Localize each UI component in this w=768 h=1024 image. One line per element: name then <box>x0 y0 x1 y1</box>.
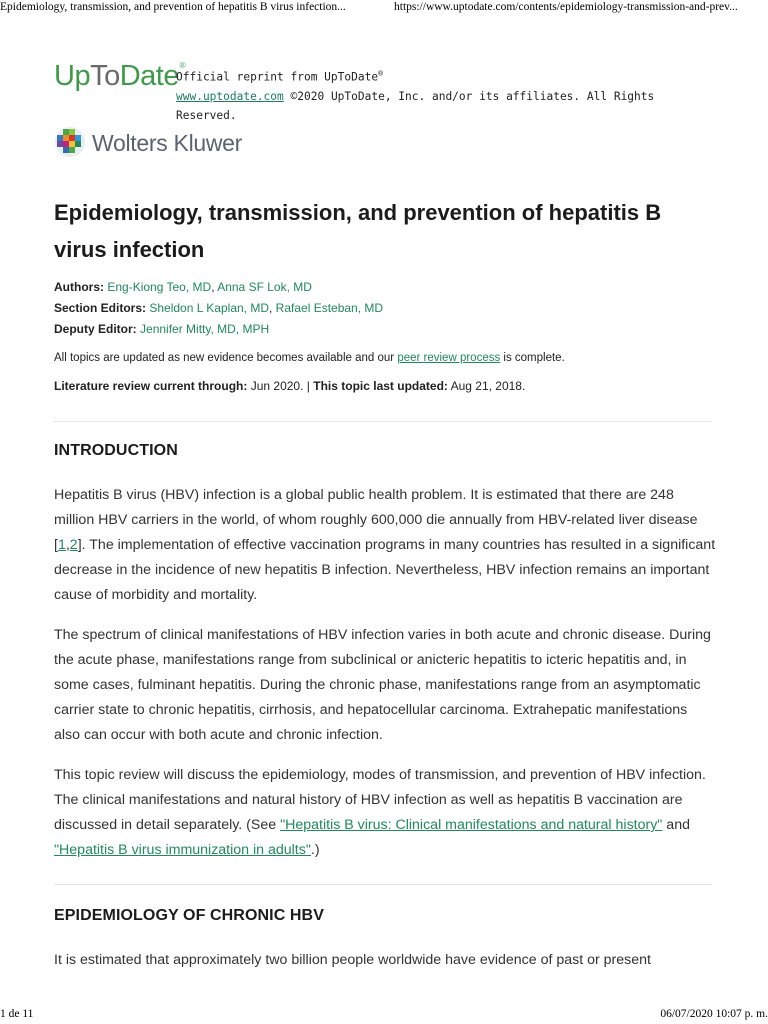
intro-paragraph-1: Hepatitis B virus (HBV) infection is a global public health problem. It is estimated that there are 248 million HBV carriers in the world, of whom roughly 600,000 die annually from HBV-related liver disease [1,2]. The implementation of effective vaccination programs in many countries has resulted in a significant decrease in the incidence of new hepatitis B infection. Nevertheless, HBV infection remains an important cause of morbidity and mortality. <box>54 487 716 603</box>
wolters-kluwer-logo <box>54 126 254 160</box>
immunization-adults-link[interactable]: "Hepatitis B virus immunization in adults" <box>54 842 311 858</box>
page-counter: 1 de 11 <box>0 1008 34 1020</box>
epidemiology-paragraph-1: It is estimated that approximately two billion people worldwide have evidence of past or present <box>54 952 651 968</box>
copyright-text: ©2020 UpToDate, Inc. and/or its affiliates. All Rights Reserved. <box>176 89 655 122</box>
reprint-line: Official reprint from UpToDate <box>176 70 379 84</box>
uptodate-site-link[interactable]: www.uptodate.com <box>176 89 284 103</box>
print-page-title: Epidemiology, transmission, and prevention of hepatitis B virus infection... <box>0 1 346 13</box>
registered-mark: ® <box>179 61 185 70</box>
deputy-editor-link[interactable]: Jennifer Mitty, MD, MPH <box>140 322 270 336</box>
reprint-notice: Official reprint from UpToDate® www.uptodate.com ©2020 UpToDate, Inc. and/or its affiliates. All Rights Reserved. <box>176 69 655 122</box>
reference-link[interactable]: 2 <box>69 537 78 553</box>
last-updated-date: Aug 21, 2018. <box>450 379 526 393</box>
lit-review-date: Jun 2020. <box>250 379 304 393</box>
epidemiology-heading: EPIDEMIOLOGY OF CHRONIC HBV <box>54 907 324 924</box>
update-policy-note: All topics are updated as new evidence becomes available and our peer review process is complete. <box>54 352 565 364</box>
introduction-heading: INTRODUCTION <box>54 442 178 459</box>
clinical-manifestations-link[interactable]: "Hepatitis B virus: Clinical manifestations and natural history" <box>280 817 663 833</box>
uptodate-logo[interactable]: UpToDate ® <box>54 60 185 92</box>
print-header <box>0 0 768 16</box>
section-editors-line: Section Editors: Sheldon L Kaplan, MD, Rafael Esteban, MD <box>54 301 384 315</box>
section-editor-link[interactable]: Sheldon L Kaplan, MD <box>149 301 269 315</box>
print-timestamp: 06/07/2020 10:07 p. m. <box>660 1008 768 1020</box>
intro-paragraph-3: This topic review will discuss the epidemiology, modes of transmission, and prevention of HBV infection. The clinical manifestations and natural history of HBV infection as well as hepatitis B vaccination are discussed in detail separately. (See "Hepatitis B virus: Clinical manifestations and natural history" and "Hepatitis B virus immunization in adults".) <box>54 767 706 858</box>
authors-line: Authors: Eng-Kiong Teo, MD, Anna SF Lok, MD <box>54 280 312 294</box>
peer-review-link[interactable]: peer review process <box>397 352 501 364</box>
wolters-kluwer-globe-icon <box>54 126 86 158</box>
print-url[interactable]: https://www.uptodate.com/contents/epidemiology-transmission-and-prev... <box>394 1 738 13</box>
brand-row <box>54 58 714 122</box>
review-dates: Literature review current through: Jun 2020. | This topic last updated: Aug 21, 2018. <box>54 379 526 393</box>
author-link[interactable]: Anna SF Lok, MD <box>217 280 312 294</box>
author-link[interactable]: Eng-Kiong Teo, MD <box>107 280 212 294</box>
section-editor-link[interactable]: Rafael Esteban, MD <box>275 301 384 315</box>
print-footer <box>0 1006 768 1024</box>
reference-link[interactable]: 1 <box>57 537 66 553</box>
divider <box>54 884 712 885</box>
deputy-editor-line: Deputy Editor: Jennifer Mitty, MD, MPH <box>54 322 270 336</box>
divider <box>54 421 712 422</box>
publisher-name: Wolters Kluwer <box>92 130 243 156</box>
intro-paragraph-2: The spectrum of clinical manifestations of HBV infection varies in both acute and chronic disease. During the acute phase, manifestations range from subclinical or anicteric hepatitis to icteric hepatitis and, in some cases, fulminant hepatitis. During the chronic phase, manifestations range from an asymptomatic carrier state to chronic hepatitis, cirrhosis, and hepatocellular carcinoma. Extrahepatic manifestations also can occur with both acute and chronic infection. <box>54 627 711 743</box>
article-title: Epidemiology, transmission, and prevention of hepatitis B virus infection <box>54 200 662 262</box>
